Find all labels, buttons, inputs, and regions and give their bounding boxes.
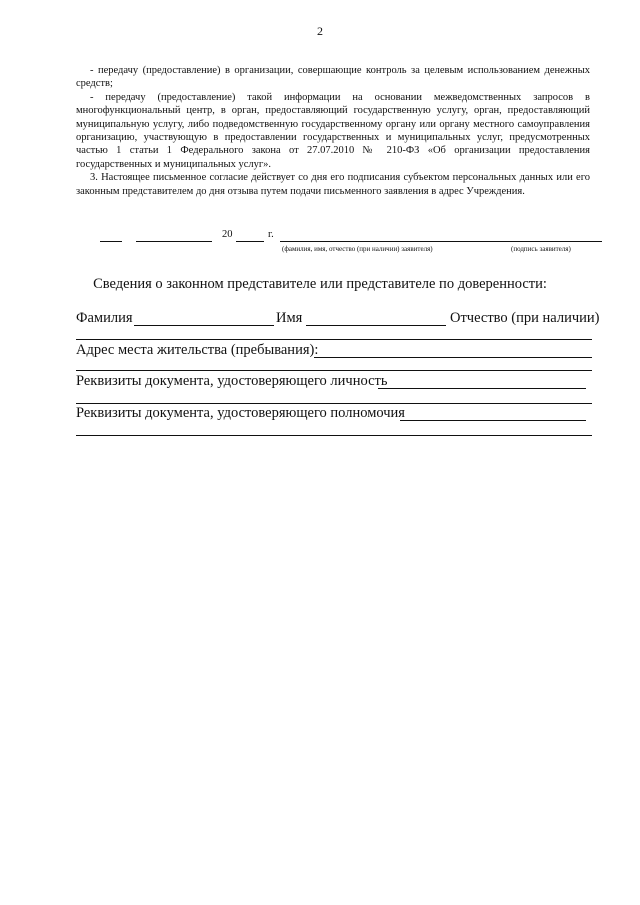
year-prefix: 20 bbox=[222, 229, 233, 240]
authority-document-field[interactable] bbox=[400, 420, 586, 421]
month-field[interactable] bbox=[136, 241, 212, 242]
identity-document-field[interactable] bbox=[378, 388, 586, 389]
authority-document-row bbox=[76, 405, 592, 425]
identity-document-row bbox=[76, 373, 592, 393]
address-field[interactable] bbox=[314, 357, 592, 358]
caption-applicant-name: (фамилия, имя, отчество (при наличии) заявителя) bbox=[282, 245, 433, 253]
signature-row bbox=[100, 229, 602, 251]
name-continuation-line[interactable] bbox=[76, 339, 592, 340]
identity-continuation-line[interactable] bbox=[76, 403, 592, 404]
representative-heading: Сведения о законном представителе или представителе по доверенности: bbox=[93, 276, 547, 292]
representative-name-row bbox=[76, 310, 600, 330]
first-name-field[interactable] bbox=[306, 325, 446, 326]
identity-document-label: Реквизиты документа, удостоверяющего личность bbox=[76, 373, 388, 389]
year-field[interactable] bbox=[236, 241, 264, 242]
consent-text bbox=[76, 64, 590, 198]
address-row bbox=[76, 342, 592, 362]
authority-continuation-line[interactable] bbox=[76, 435, 592, 436]
patronymic-label: Отчество (при наличии) bbox=[450, 310, 600, 326]
address-continuation-line[interactable] bbox=[76, 370, 592, 371]
paragraph-control-organizations: - передачу (предоставление) в организации, совершающие контроль за целевым использованием денежных средств; bbox=[76, 65, 590, 90]
caption-applicant-signature: (подпись заявителя) bbox=[511, 245, 571, 253]
applicant-name-signature-field[interactable] bbox=[280, 241, 602, 242]
address-label: Адрес места жительства (пребывания): bbox=[76, 342, 319, 358]
page-number: 2 bbox=[317, 24, 323, 38]
authority-document-label: Реквизиты документа, удостоверяющего полномочия bbox=[76, 405, 405, 421]
first-name-label: Имя bbox=[276, 310, 303, 326]
paragraph-consent-validity: 3. Настоящее письменное согласие действует со дня его подписания субъектом персональных данных или его законным представителем до дня отзыва путем подачи письменного заявления в адрес Учреждения. bbox=[76, 172, 590, 197]
surname-label: Фамилия bbox=[76, 310, 133, 326]
surname-field[interactable] bbox=[134, 325, 274, 326]
year-suffix: г. bbox=[268, 229, 274, 240]
day-field[interactable] bbox=[100, 241, 122, 242]
paragraph-interagency-requests: - передачу (предоставление) такой информации на основании межведомственных запросов в многофункциональный центр, в орган, предоставляющий государственную услугу, орган, предоставляющий муниципальную услугу, либо подведомственную государственному органу или органу местного самоуправления организацию, участвующую в предоставлении государственных и муниципальных услуг, предусмотренных частью 1 статьи 1 Федерального закона от 27.07.2010 № 210-ФЗ «Об организации предоставления государственных и муниципальных услуг». bbox=[76, 91, 590, 170]
